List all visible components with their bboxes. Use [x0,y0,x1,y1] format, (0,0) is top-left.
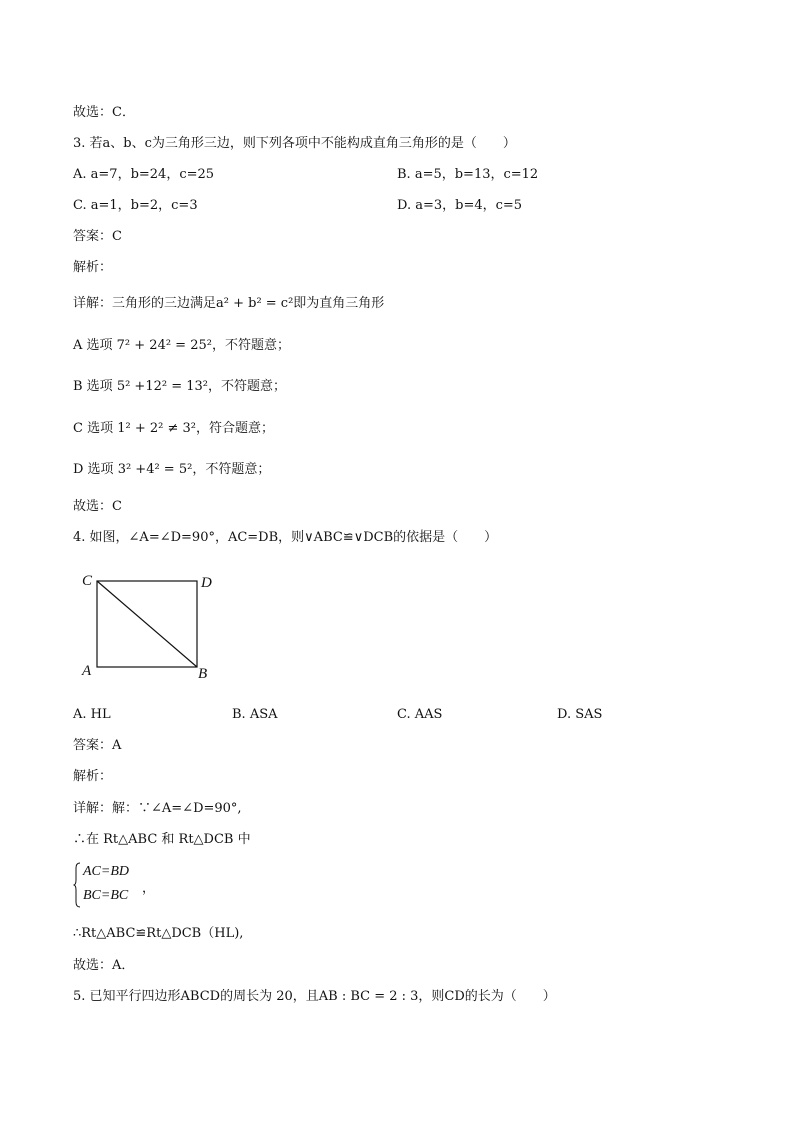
top-answer: 故选：C． [73,105,135,120]
q3-item-b: B 选项 5² +12² = 13²，不符题意； [73,379,286,394]
q4-stem: 4. 如图，∠A=∠D=90°，AC=DB，则∨ABC≌∨DCB的依据是（ ） [73,530,498,545]
q4-detail: 详解：解：∵∠A=∠D=90°, [73,801,242,816]
q4-conclusion: ∴Rt△ABC≌Rt△DCB（HL), [73,926,244,941]
q3-item-c: C 选项 1² + 2² ≠ 3²，符合题意； [73,421,274,436]
label-a: A [82,663,92,679]
q3-stem: 3. 若a、b、c为三角形三边，则下列各项中不能构成直角三角形的是（ ） [73,136,516,151]
q4-answer: 答案：A [73,738,122,753]
q4-option-c: C. AAS [397,707,443,722]
system-brace [73,862,81,908]
q5-stem: 5. 已知平行四边形ABCD的周长为 20，且AB : BC = 2 : 3，则CD的长为（ ） [73,989,556,1004]
q3-final: 故选：C [73,499,122,514]
q4-figure [70,567,230,687]
q3-analysis-label: 解析： [73,260,113,275]
q3-option-b: B. a=5，b=13，c=12 [397,167,539,182]
q4-analysis-label: 解析： [73,769,113,784]
system-eq-2: BC=BC [83,888,129,903]
label-b: B [198,666,208,682]
q4-final: 故选：A． [73,958,135,973]
q4-option-a: A. HL [73,707,111,722]
q4-option-d: D. SAS [557,707,603,722]
q3-answer: 答案：C [73,229,122,244]
label-d: D [201,575,212,591]
system-eq-1: AC=BD [83,864,129,879]
q3-item-a: A 选项 7² + 24² = 25²，不符题意； [73,338,290,353]
diagonal-cb [97,581,197,667]
q3-option-d: D. a=3，b=4，c=5 [397,198,523,213]
label-c: C [82,573,93,589]
q3-item-d: D 选项 3² +4² = 5²，不符题意； [73,462,271,477]
system-tail: ， [142,881,156,896]
q3-option-a: A. a=7，b=24，c=25 [73,167,215,182]
q3-option-c: C. a=1，b=2，c=3 [73,198,198,213]
q3-detail: 详解：三角形的三边满足a² + b² = c²即为直角三角形 [73,296,385,311]
q4-in-line: ∴在 Rt△ABC 和 Rt△DCB 中 [73,832,251,847]
q4-option-b: B. ASA [232,707,278,722]
